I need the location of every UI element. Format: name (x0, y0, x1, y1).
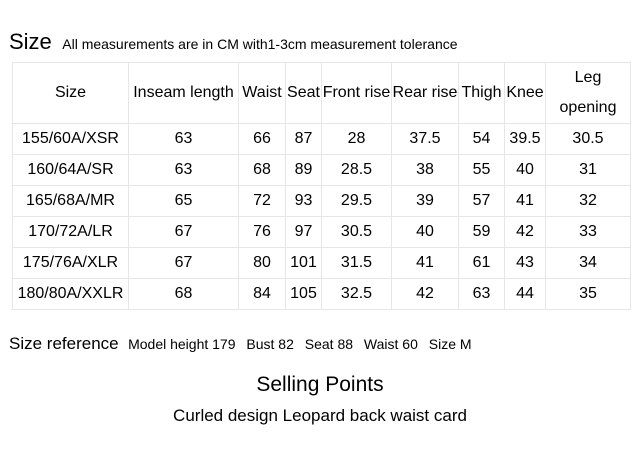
header-cell: Leg opening (546, 63, 631, 124)
reference-item: Size M (428, 336, 472, 352)
table-cell: 67 (129, 217, 239, 248)
table-cell: 43 (505, 248, 546, 279)
table-cell: 31 (546, 155, 631, 186)
size-title: Size (9, 29, 52, 54)
table-cell: 66 (239, 124, 286, 155)
table-cell: 33 (546, 217, 631, 248)
table-cell: 84 (239, 279, 286, 310)
table-cell: 87 (286, 124, 322, 155)
table-cell: 80 (239, 248, 286, 279)
table-cell: 42 (392, 279, 459, 310)
size-reference-title: Size reference (9, 334, 119, 353)
table-cell: 67 (129, 248, 239, 279)
header-cell: Size (13, 63, 129, 124)
table-cell: 32.5 (322, 279, 392, 310)
table-cell: 105 (286, 279, 322, 310)
table-cell: 175/76A/XLR (13, 248, 129, 279)
table-cell: 68 (129, 279, 239, 310)
table-row (13, 217, 631, 248)
table-cell: 76 (239, 217, 286, 248)
table-cell: 165/68A/MR (13, 186, 129, 217)
table-cell: 41 (392, 248, 459, 279)
table-cell: 97 (286, 217, 322, 248)
selling-points-text: Curled design Leopard back waist card (173, 406, 467, 425)
header-cell: Rear rise (392, 63, 459, 124)
size-reference-details (128, 336, 478, 352)
table-cell: 29.5 (322, 186, 392, 217)
header-cell: Waist (239, 63, 286, 124)
table-cell: 38 (392, 155, 459, 186)
table-cell: 39 (392, 186, 459, 217)
header-cell: Thigh (459, 63, 505, 124)
table-cell: 41 (505, 186, 546, 217)
table-cell: 160/64A/SR (13, 155, 129, 186)
table-cell: 39.5 (505, 124, 546, 155)
table-header-row (13, 63, 631, 124)
reference-item: Waist 60 (363, 336, 418, 352)
header-cell: Front rise (322, 63, 392, 124)
table-cell: 34 (546, 248, 631, 279)
table-cell: 170/72A/LR (13, 217, 129, 248)
table-cell: 30.5 (322, 217, 392, 248)
table-cell: 30.5 (546, 124, 631, 155)
table-row (13, 186, 631, 217)
table-cell: 61 (459, 248, 505, 279)
table-row (13, 279, 631, 310)
table-cell: 59 (459, 217, 505, 248)
table-cell: 32 (546, 186, 631, 217)
table-cell: 68 (239, 155, 286, 186)
table-cell: 63 (129, 124, 239, 155)
reference-item: Bust 82 (246, 336, 294, 352)
table-cell: 72 (239, 186, 286, 217)
table-cell: 31.5 (322, 248, 392, 279)
table-row (13, 248, 631, 279)
table-cell: 93 (286, 186, 322, 217)
header-cell: Knee (505, 63, 546, 124)
table-cell: 35 (546, 279, 631, 310)
table-cell: 37.5 (392, 124, 459, 155)
table-cell: 54 (459, 124, 505, 155)
table-cell: 89 (286, 155, 322, 186)
selling-points-title: Selling Points (256, 373, 384, 396)
table-row (13, 155, 631, 186)
table-cell: 155/60A/XSR (13, 124, 129, 155)
table-cell: 28.5 (322, 155, 392, 186)
size-reference (9, 334, 479, 354)
table-cell: 28 (322, 124, 392, 155)
table-cell: 65 (129, 186, 239, 217)
table-cell: 40 (392, 217, 459, 248)
table-cell: 44 (505, 279, 546, 310)
table-cell: 40 (505, 155, 546, 186)
header-cell: Seat (286, 63, 322, 124)
table-cell: 57 (459, 186, 505, 217)
size-header (9, 29, 458, 55)
measurement-note: All measurements are in CM with1-3cm measurement tolerance (62, 36, 458, 52)
size-chart-table (12, 62, 631, 310)
table-cell: 63 (129, 155, 239, 186)
table-cell: 63 (459, 279, 505, 310)
table-cell: 55 (459, 155, 505, 186)
header-cell: Inseam length (129, 63, 239, 124)
table-row (13, 124, 631, 155)
table-cell: 101 (286, 248, 322, 279)
reference-item: Seat 88 (304, 336, 354, 352)
table-cell: 42 (505, 217, 546, 248)
table-cell: 180/80A/XXLR (13, 279, 129, 310)
reference-item: Model height 179 (128, 336, 236, 352)
